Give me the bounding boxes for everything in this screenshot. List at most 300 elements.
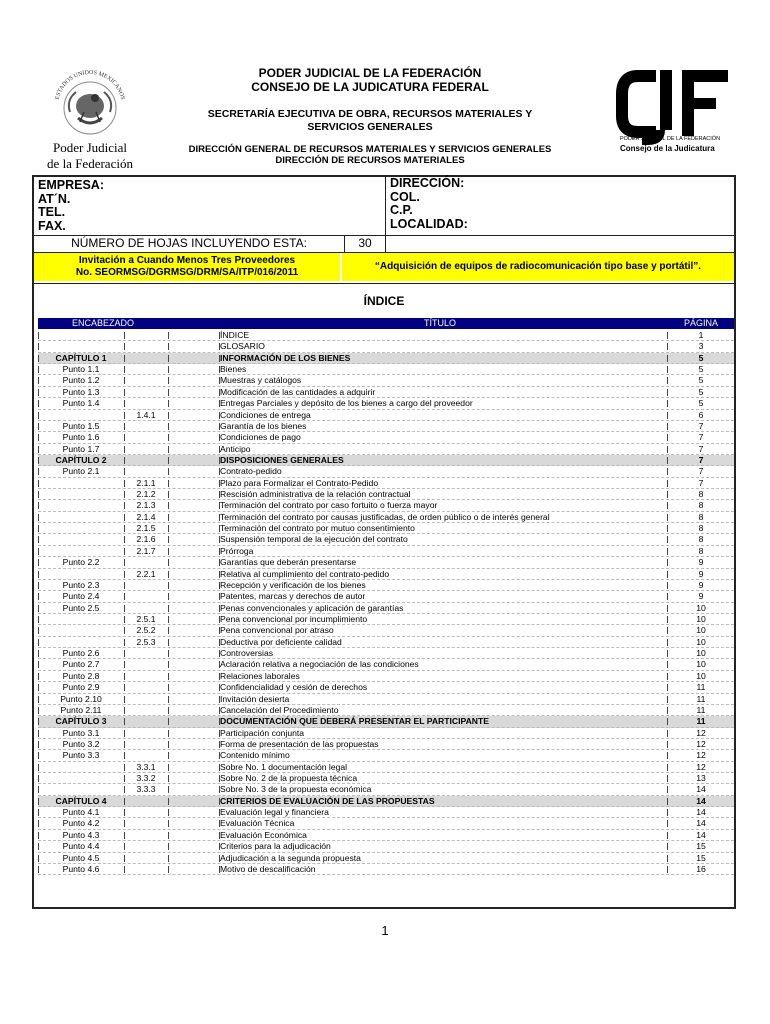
column-tick (38, 741, 39, 748)
index-row (38, 523, 734, 534)
column-tick (219, 491, 220, 498)
row-page: 9 (698, 557, 704, 568)
column-tick (219, 536, 220, 543)
column-tick (667, 730, 668, 737)
index-row (38, 637, 734, 648)
row-heading: Punto 3.1 (62, 727, 100, 738)
row-subsection: 2.2.1 (136, 568, 156, 579)
column-tick (38, 764, 39, 771)
column-tick (219, 377, 220, 384)
row-heading: Punto 2.4 (62, 591, 100, 602)
column-tick (168, 502, 169, 509)
column-tick (38, 843, 39, 850)
row-page: 11 (696, 704, 706, 715)
index-row (38, 694, 734, 705)
column-tick (124, 457, 125, 464)
column-tick (219, 355, 220, 362)
column-tick (168, 627, 169, 634)
row-subsection: 2.1.5 (136, 523, 156, 534)
row-heading: Punto 2.3 (62, 579, 100, 590)
company-block (34, 177, 384, 233)
column-tick (168, 673, 169, 680)
row-title: Cancelación del Procedimiento (220, 704, 339, 715)
row-heading: Punto 2.9 (62, 682, 100, 693)
column-tick (124, 741, 125, 748)
column-tick (168, 855, 169, 862)
column-tick (168, 593, 169, 600)
column-tick (124, 718, 125, 725)
column-tick (667, 412, 668, 419)
column-tick (168, 832, 169, 839)
row-title: Terminación del contrato por causas justificadas, de orden público o de interés general (220, 511, 550, 522)
row-page: 11 (696, 682, 706, 693)
row-title: Condiciones de pago (220, 432, 301, 443)
column-tick (219, 502, 220, 509)
column-tick (667, 616, 668, 623)
row-page: 12 (696, 738, 706, 749)
row-title: Aclaración relativa a negociación de las condiciones (220, 659, 419, 670)
column-tick (219, 673, 220, 680)
index-row (38, 750, 734, 761)
column-tick (667, 502, 668, 509)
column-tick (667, 741, 668, 748)
column-tick (667, 582, 668, 589)
row-title: Deductiva por deficiente calidad (220, 636, 342, 647)
column-tick (219, 650, 220, 657)
row-page: 7 (698, 420, 704, 431)
index-row (38, 444, 734, 455)
column-tick (38, 775, 39, 782)
column-tick (168, 696, 169, 703)
column-tick (38, 673, 39, 680)
row-subsection: 2.5.2 (136, 625, 156, 636)
column-tick (124, 559, 125, 566)
chapter-row (38, 353, 734, 364)
index-row (38, 625, 734, 636)
row-subsection: 2.1.1 (136, 477, 156, 488)
column-tick (124, 377, 125, 384)
column-tick (124, 502, 125, 509)
column-tick (168, 423, 169, 430)
column-tick (124, 582, 125, 589)
chapter-row (38, 455, 734, 466)
row-page: 8 (698, 511, 704, 522)
index-row (38, 614, 734, 625)
row-page: 10 (696, 602, 706, 613)
index-row (38, 807, 734, 818)
column-tick (219, 798, 220, 805)
index-row (38, 671, 734, 682)
column-tick (124, 639, 125, 646)
column-tick (38, 491, 39, 498)
row-subsection: 2.1.3 (136, 500, 156, 511)
column-tick (124, 775, 125, 782)
index-row (38, 489, 734, 500)
index-row (38, 330, 734, 341)
column-tick (124, 866, 125, 873)
column-tick (38, 866, 39, 873)
row-heading: Punto 1.2 (62, 375, 100, 386)
row-title: Garantía de los bienes (220, 420, 307, 431)
column-tick (124, 400, 125, 407)
column-tick (168, 491, 169, 498)
column-tick (38, 457, 39, 464)
column-tick (38, 832, 39, 839)
row-heading: CAPÍTULO 4 (55, 795, 107, 806)
column-tick (667, 605, 668, 612)
index-row (38, 512, 734, 523)
column-tick (219, 332, 220, 339)
row-page: 10 (696, 670, 706, 681)
column-tick (219, 480, 220, 487)
row-heading: Punto 4.5 (62, 852, 100, 863)
column-tick (124, 798, 125, 805)
column-tick (219, 684, 220, 691)
column-tick (168, 468, 169, 475)
column-tick (168, 412, 169, 419)
column-tick (168, 480, 169, 487)
row-title: Relativa al cumplimiento del contrato-pedido (220, 568, 390, 579)
row-heading: Punto 4.4 (62, 841, 100, 852)
row-title: Modificación de las cantidades a adquirir (220, 386, 376, 397)
column-tick (168, 752, 169, 759)
column-tick (38, 593, 39, 600)
row-heading: Punto 2.10 (60, 693, 102, 704)
column-tick (168, 571, 169, 578)
column-tick (38, 696, 39, 703)
subject-banner: “Adquisición de equipos de radiocomunicación tipo base y portátil”. (342, 253, 734, 281)
column-tick (38, 536, 39, 543)
row-heading: Punto 1.6 (62, 432, 100, 443)
row-title: Forma de presentación de las propuestas (220, 738, 379, 749)
column-tick (219, 412, 220, 419)
column-tick (667, 684, 668, 691)
row-page: 13 (696, 773, 706, 784)
column-tick (38, 377, 39, 384)
row-page: 14 (696, 795, 706, 806)
index-row (38, 580, 734, 591)
row-heading: Punto 2.11 (60, 704, 102, 715)
column-tick (168, 605, 169, 612)
column-tick (219, 843, 220, 850)
column-tick (219, 468, 220, 475)
row-heading: Punto 4.2 (62, 818, 100, 829)
row-title: Entregas Parciales y depósito de los bienes a cargo del proveedor (220, 398, 473, 409)
column-tick (168, 684, 169, 691)
column-tick (38, 730, 39, 737)
row-title: Sobre No. 1 documentación legal (220, 761, 348, 772)
column-tick (667, 548, 668, 555)
column-tick (124, 820, 125, 827)
row-title: Prórroga (220, 545, 254, 556)
row-title: Participación conjunta (220, 727, 305, 738)
index-row (38, 364, 734, 375)
logo-caption-1: PODER JUDICIAL DE LA FEDERACIÓN (620, 136, 721, 142)
column-tick (124, 786, 125, 793)
row-title: Muestras y catálogos (220, 375, 302, 386)
column-tick (219, 423, 220, 430)
row-page: 15 (696, 841, 706, 852)
column-tick (38, 343, 39, 350)
row-page: 7 (698, 466, 704, 477)
column-tick (667, 571, 668, 578)
column-tick (667, 446, 668, 453)
row-heading: CAPÍTULO 1 (55, 352, 107, 363)
column-tick (219, 627, 220, 634)
row-heading: Punto 3.3 (62, 750, 100, 761)
column-tick (38, 650, 39, 657)
index-row (38, 466, 734, 477)
column-tick (219, 775, 220, 782)
row-title: Evaluación legal y financiera (220, 807, 329, 818)
column-tick (38, 434, 39, 441)
row-title: Sobre No. 3 de la propuesta económica (220, 784, 372, 795)
index-row (38, 784, 734, 795)
column-tick (124, 412, 125, 419)
column-tick (38, 412, 39, 419)
row-title: INFORMACIÓN DE LOS BIENES (220, 352, 351, 363)
column-tick (168, 366, 169, 373)
column-tick (124, 855, 125, 862)
column-tick (219, 696, 220, 703)
column-tick (38, 718, 39, 725)
sheets-label: NÚMERO DE HOJAS INCLUYENDO ESTA: (71, 236, 307, 250)
column-tick (168, 434, 169, 441)
column-tick (667, 673, 668, 680)
row-page: 7 (698, 454, 704, 465)
index-row (38, 534, 734, 545)
national-seal-icon (48, 62, 132, 142)
row-title: Contrato-pedido (220, 466, 282, 477)
column-tick (168, 343, 169, 350)
column-tick (124, 423, 125, 430)
index-row (38, 500, 734, 511)
column-tick (168, 525, 169, 532)
row-title: Sobre No. 2 de la propuesta técnica (220, 773, 358, 784)
column-tick (168, 764, 169, 771)
index-table-header (38, 318, 734, 329)
row-title: CRITERIOS DE EVALUACIÓN DE LAS PROPUESTAS (220, 795, 435, 806)
column-tick (168, 661, 169, 668)
column-tick (219, 571, 220, 578)
row-page: 14 (696, 829, 706, 840)
row-heading: Punto 2.6 (62, 648, 100, 659)
row-heading: Punto 1.5 (62, 420, 100, 431)
column-tick (38, 786, 39, 793)
header-line-5: DIRECCIÓN DE RECURSOS MATERIALES (275, 155, 465, 166)
row-page: 5 (698, 364, 704, 375)
direccion-label: DIRECCIÓN: (390, 176, 465, 190)
row-page: 16 (696, 863, 706, 874)
row-title: Patentes, marcas y derechos de autor (220, 591, 366, 602)
row-title: Motivo de descalificación (220, 863, 316, 874)
index-row (38, 648, 734, 659)
column-tick (38, 707, 39, 714)
column-tick (124, 332, 125, 339)
col-page: PÁGINA (683, 318, 718, 328)
row-page: 10 (696, 648, 706, 659)
index-row (38, 410, 734, 421)
row-page: 10 (696, 659, 706, 670)
column-tick (667, 809, 668, 816)
tel-label: TEL. (38, 205, 66, 219)
column-tick (124, 843, 125, 850)
row-page: 14 (696, 818, 706, 829)
column-tick (168, 582, 169, 589)
row-page: 1 (698, 330, 704, 340)
column-tick (219, 718, 220, 725)
col-heading: ENCABEZADO (71, 318, 134, 328)
column-tick (124, 446, 125, 453)
row-title: Relaciones laborales (220, 670, 300, 681)
header-line-2: CONSEJO DE LA JUDICATURA FEDERAL (251, 80, 489, 94)
column-tick (667, 491, 668, 498)
atn-label: AT´N. (38, 191, 71, 206)
column-tick (667, 434, 668, 441)
column-tick (667, 866, 668, 873)
index-row (38, 864, 734, 875)
column-tick (124, 366, 125, 373)
row-title: DISPOSICIONES GENERALES (220, 454, 344, 465)
column-tick (38, 571, 39, 578)
column-tick (667, 627, 668, 634)
column-tick (168, 843, 169, 850)
row-heading: Punto 2.7 (62, 659, 100, 670)
column-tick (124, 752, 125, 759)
column-tick (124, 355, 125, 362)
index-row (38, 728, 734, 739)
column-tick (168, 548, 169, 555)
row-subsection: 2.1.4 (136, 511, 156, 522)
column-tick (168, 457, 169, 464)
column-tick (219, 730, 220, 737)
column-tick (38, 423, 39, 430)
index-row (38, 659, 734, 670)
row-subsection: 3.3.3 (136, 784, 156, 795)
row-title: Controversias (220, 648, 274, 659)
row-title: Penas convencionales y aplicación de garantías (220, 602, 404, 613)
column-tick (168, 707, 169, 714)
column-tick (168, 809, 169, 816)
column-tick (219, 457, 220, 464)
index-row (38, 375, 734, 386)
column-tick (219, 593, 220, 600)
column-tick (667, 661, 668, 668)
column-tick (124, 593, 125, 600)
column-tick (168, 446, 169, 453)
column-tick (168, 718, 169, 725)
row-heading: Punto 1.4 (62, 398, 100, 409)
row-title: Evaluación Económica (220, 829, 307, 840)
column-tick (219, 741, 220, 748)
invitation-line-1: Invitación a Cuando Menos Tres Proveedores (78, 255, 296, 266)
column-tick (38, 525, 39, 532)
column-tick (667, 480, 668, 487)
sheets-value: 30 (358, 236, 372, 250)
row-title: DOCUMENTACIÓN QUE DEBERÁ PRESENTAR EL PARTICIPANTE (220, 716, 489, 727)
row-heading: Punto 1.1 (62, 364, 100, 375)
row-heading: Punto 1.3 (62, 386, 100, 397)
row-heading: Punto 4.3 (62, 829, 100, 840)
row-title: Garantías que deberán presentarse (220, 557, 357, 568)
column-tick (38, 627, 39, 634)
column-tick (219, 786, 220, 793)
column-tick (219, 514, 220, 521)
row-subsection: 2.5.1 (136, 613, 156, 624)
row-title: Condiciones de entrega (220, 409, 311, 420)
divider (385, 235, 386, 252)
column-tick (124, 468, 125, 475)
col-label: COL. (390, 189, 420, 204)
column-tick (667, 855, 668, 862)
column-tick (124, 605, 125, 612)
column-tick (124, 730, 125, 737)
column-tick (38, 400, 39, 407)
column-tick (168, 775, 169, 782)
column-tick (168, 730, 169, 737)
column-tick (219, 661, 220, 668)
column-tick (219, 605, 220, 612)
row-title: Terminación del contrato por mutuo consentimiento (220, 523, 415, 534)
column-tick (124, 696, 125, 703)
column-tick (124, 434, 125, 441)
column-tick (124, 673, 125, 680)
column-tick (667, 536, 668, 543)
index-row (38, 591, 734, 602)
column-tick (667, 400, 668, 407)
row-page: 9 (698, 591, 704, 602)
column-tick (168, 400, 169, 407)
column-tick (124, 616, 125, 623)
row-page: 5 (698, 398, 704, 409)
row-title: Terminación del contrato por caso fortuito o fuerza mayor (220, 500, 438, 511)
column-tick (124, 548, 125, 555)
column-tick (667, 832, 668, 839)
index-row (38, 830, 734, 841)
column-tick (38, 616, 39, 623)
row-heading: Punto 4.6 (62, 863, 100, 874)
column-tick (168, 559, 169, 566)
row-page: 3 (698, 341, 704, 352)
row-page: 9 (698, 579, 704, 590)
column-tick (667, 650, 668, 657)
column-tick (38, 559, 39, 566)
row-page: 8 (698, 534, 704, 545)
column-tick (168, 355, 169, 362)
column-tick (219, 832, 220, 839)
row-heading: Punto 2.1 (62, 466, 100, 477)
row-title: Pena convencional por atraso (220, 625, 334, 636)
column-tick (667, 468, 668, 475)
row-page: 14 (696, 784, 706, 795)
column-tick (219, 616, 220, 623)
column-tick (219, 389, 220, 396)
row-heading: Punto 2.2 (62, 557, 100, 568)
row-title: Bienes (220, 364, 247, 375)
column-tick (124, 832, 125, 839)
row-page: 12 (696, 727, 706, 738)
row-heading: Punto 3.2 (62, 738, 100, 749)
index-row (38, 387, 734, 398)
column-tick (38, 366, 39, 373)
row-page: 5 (698, 375, 704, 386)
column-tick (667, 639, 668, 646)
localidad-label: LOCALIDAD: (390, 216, 468, 231)
row-title: GLOSARIO (220, 341, 265, 352)
row-page: 7 (698, 443, 704, 454)
index-row (38, 569, 734, 580)
row-subsection: 2.1.2 (136, 489, 156, 500)
